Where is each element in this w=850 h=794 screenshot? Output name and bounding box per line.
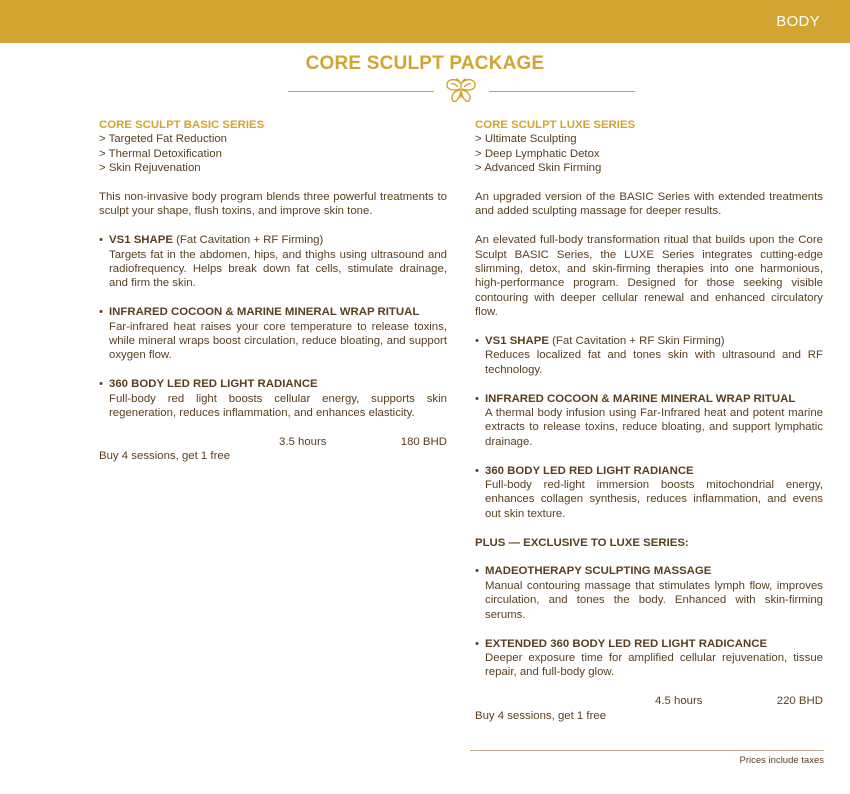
page-title: CORE SCULPT PACKAGE <box>305 53 545 74</box>
treatment-description: Reduces localized fat and tones skin with ultrasound and RF technology. <box>485 349 823 376</box>
luxe-series-column <box>475 118 823 723</box>
basic-intro: This non-invasive body program blends three powerful treatments to sculpt your shape, flush toxins, and improve skin tone. <box>99 191 447 218</box>
basic-treatment-item <box>99 233 447 291</box>
treatment-suffix: (Fat Cavitation + RF Skin Firming) <box>548 335 725 348</box>
treatment-name: 360 BODY LED RED LIGHT RADIANCE <box>485 464 694 477</box>
treatment-name: VS1 SHAPE <box>109 234 173 247</box>
basic-price-row <box>99 435 447 449</box>
luxe-series-title: CORE SCULPT LUXE SERIES <box>475 119 636 131</box>
divider-rule-left <box>288 91 434 92</box>
basic-treatment-item <box>99 305 447 363</box>
luxe-plus-item <box>475 564 823 622</box>
luxe-plus-item <box>475 637 823 680</box>
header-bar <box>0 0 850 43</box>
luxe-intro-2: An elevated full-body transformation ritual that builds upon the Core Sculpt BASIC Series, the LUXE Series integrates cutting-edge slimming, detox, and skin-firming therapies into one harmonious, high-performance program. Designed for those seeking visible contouring with deeper cellular renewal and enhanced circulatory flow. <box>475 234 823 319</box>
basic-series-title: CORE SCULPT BASIC SERIES <box>99 119 265 131</box>
treatment-name: MADEOTHERAPY SCULPTING MASSAGE <box>485 565 712 578</box>
basic-treatment-item <box>99 377 447 420</box>
footer-note: Prices include taxes <box>739 755 824 766</box>
luxe-duration: 4.5 hours <box>655 695 703 708</box>
bullet-icon: • <box>99 306 103 319</box>
luxe-price-row <box>475 694 823 708</box>
bullet-icon: • <box>475 637 479 650</box>
treatment-name: INFRARED COCOON & MARINE MINERAL WRAP RITUAL <box>485 392 796 405</box>
basic-feature: > Targeted Fat Reduction <box>99 133 228 146</box>
luxe-plus-heading: PLUS — EXCLUSIVE TO LUXE SERIES: <box>475 536 689 549</box>
treatment-description: Targets fat in the abdomen, hips, and thighs using ultrasound and radiofrequency. Helps break down fat cells, stimulate drainage, and firm the skin. <box>109 248 447 290</box>
basic-feature: > Thermal Detoxification <box>99 147 222 160</box>
treatment-description: Full-body red-light immersion boosts mitochondrial energy, enhances collagen synthesis, reduces inflammation, and evens out skin texture. <box>485 479 823 520</box>
bullet-icon: • <box>475 392 479 405</box>
basic-offer: Buy 4 sessions, get 1 free <box>99 450 231 463</box>
treatment-name: 360 BODY LED RED LIGHT RADIANCE <box>109 378 318 391</box>
bullet-icon: • <box>99 378 103 391</box>
luxe-feature: > Deep Lymphatic Detox <box>475 147 600 160</box>
bullet-icon: • <box>475 464 479 477</box>
luxe-feature: > Ultimate Sculpting <box>475 133 577 146</box>
luxe-intro: An upgraded version of the BASIC Series with extended treatments and added sculpting massage for deeper results. <box>475 191 823 218</box>
luxe-price: 220 BHD <box>776 695 823 708</box>
bullet-icon: • <box>99 234 103 247</box>
basic-series-column <box>99 118 447 464</box>
divider-rule-right <box>489 91 635 92</box>
treatment-description: Far-infrared heat raises your core temperature to release toxins, while mineral wraps boost circulation, reduce bloating, and support oxygen flow. <box>109 320 447 362</box>
treatment-suffix: (Fat Cavitation + RF Firming) <box>172 234 324 247</box>
section-label: BODY <box>776 13 820 30</box>
luxe-treatment-item <box>475 464 823 522</box>
luxe-treatment-item <box>475 392 823 450</box>
footer-divider <box>470 750 824 751</box>
basic-duration: 3.5 hours <box>279 435 327 448</box>
treatment-name: EXTENDED 360 BODY LED RED LIGHT RADICANCE <box>485 637 768 650</box>
luxe-treatment-item <box>475 334 823 377</box>
treatment-description: Full-body red light boosts cellular energy, supports skin regeneration, reduces inflammation, and enhances elasticity. <box>109 392 447 420</box>
luxe-feature: > Advanced Skin Firming <box>475 162 602 175</box>
treatment-description: Manual contouring massage that stimulates lymph flow, improves circulation, and tones the body. Enhanced with skin-firming serums. <box>485 579 823 621</box>
treatment-description: A thermal body infusion using Far-Infrared heat and potent marine extracts to release toxins, reduce bloating, and support lymphatic drainage. <box>485 407 823 448</box>
luxe-offer: Buy 4 sessions, get 1 free <box>475 709 607 722</box>
bullet-icon: • <box>475 565 479 578</box>
treatment-description: Deeper exposure time for amplified cellular rejuvenation, tissue repair, and full-body glow. <box>485 651 823 679</box>
basic-feature: > Skin Rejuvenation <box>99 162 201 175</box>
treatment-name: VS1 SHAPE <box>485 335 549 348</box>
treatment-name: INFRARED COCOON & MARINE MINERAL WRAP RITUAL <box>109 306 420 319</box>
butterfly-icon <box>444 78 478 104</box>
title-divider <box>288 78 636 106</box>
bullet-icon: • <box>475 335 479 348</box>
basic-price: 180 BHD <box>400 435 447 448</box>
